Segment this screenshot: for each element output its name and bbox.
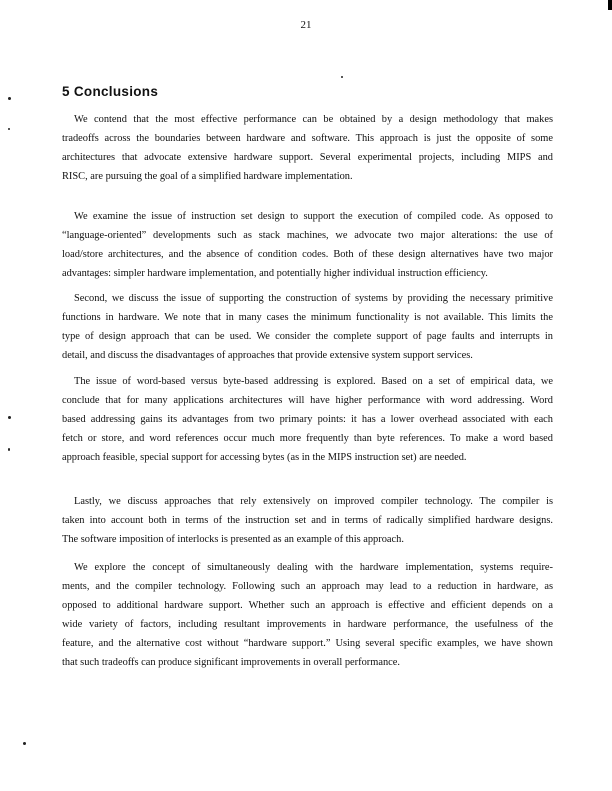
page-number: 21 bbox=[300, 19, 312, 31]
scan-speck bbox=[8, 448, 10, 451]
text-line: Lastly, we discuss approaches that rely extensively on improved compiler technology. The compiler is bbox=[74, 496, 553, 507]
text-line: tradeoffs across the boundaries between hardware and software. This approach is just the opposite of some bbox=[62, 133, 553, 144]
scan-speck bbox=[23, 742, 26, 745]
text-line: RISC, are pursuing the goal of a simplified hardware implementation. bbox=[62, 171, 353, 182]
section-heading: 5 Conclusions bbox=[62, 84, 159, 99]
text-line: opposed to additional hardware support. Whether such an approach is effective and efficient depends on a bbox=[62, 600, 553, 611]
text-line: taken into account both in terms of the instruction set and in terms of radically simplified hardware designs. bbox=[62, 515, 553, 526]
text-line: We examine the issue of instruction set design to support the execution of compiled code. As opposed to bbox=[74, 211, 553, 222]
text-line: conclude that for many applications architectures will have higher performance with word addressing. Word bbox=[62, 395, 553, 406]
paragraph bbox=[62, 492, 553, 549]
scan-speck bbox=[8, 128, 10, 130]
text-line: The software imposition of interlocks is presented as an example of this approach. bbox=[62, 534, 404, 545]
text-line: based addressing gains its advantages from two primary points: it has a lower overhead associated with each bbox=[62, 414, 553, 425]
text-line: We contend that the most effective performance can be obtained by a design methodology that makes bbox=[74, 114, 553, 125]
text-line: type of design approach that can be used. We consider the complete support of page faults and interrupts in bbox=[62, 331, 553, 342]
text-line: fetch or store, and word references occur much more frequently than byte references. To make a word based bbox=[62, 433, 553, 444]
text-line: The issue of word-based versus byte-based addressing is explored. Based on a set of empirical data, we bbox=[74, 376, 553, 387]
text-line: architectures that advocate extensive hardware support. Several experimental projects, including MIPS and bbox=[62, 152, 553, 163]
paragraph bbox=[62, 207, 553, 283]
paragraph bbox=[62, 289, 553, 365]
scan-speck bbox=[8, 97, 11, 100]
paragraph bbox=[62, 558, 553, 672]
text-line: “language-oriented” developments such as stack machines, we advocate two major alterations: the use of bbox=[62, 230, 553, 241]
paragraph bbox=[62, 372, 553, 467]
text-line: advantages: simpler hardware implementation, and potentially higher individual instruction efficiency. bbox=[62, 268, 488, 279]
scan-speck bbox=[8, 416, 11, 419]
text-line: detail, and discuss the disadvantages of approaches that provide extensive system support services. bbox=[62, 350, 473, 361]
scan-edge-mark bbox=[608, 0, 612, 10]
text-line: ments, and the compiler technology. Following such an approach may lead to a reduction in hardware, as bbox=[62, 581, 553, 592]
scan-speck bbox=[341, 76, 343, 78]
text-line: functions in hardware. We note that in many cases the minimum functionality is not available. This limits the bbox=[62, 312, 553, 323]
text-line: Second, we discuss the issue of supporting the construction of systems by providing the necessary primitive bbox=[74, 293, 553, 304]
text-line: wide variety of factors, including resultant improvements in hardware performance, the usefulness of the bbox=[62, 619, 553, 630]
text-line: that such tradeoffs can produce significant improvements in overall performance. bbox=[62, 657, 400, 668]
text-line: load/store architectures, and the absence of condition codes. Both of these design alternatives have two major bbox=[62, 249, 553, 260]
paragraph bbox=[62, 110, 553, 186]
text-line: feature, and the alternative cost without “hardware support.” Using several specific examples, we have shown bbox=[62, 638, 553, 649]
text-line: We explore the concept of simultaneously dealing with the hardware implementation, systems require- bbox=[74, 562, 553, 573]
text-line: approach feasible, special support for accessing bytes (as in the MIPS instruction set) are needed. bbox=[62, 452, 467, 463]
